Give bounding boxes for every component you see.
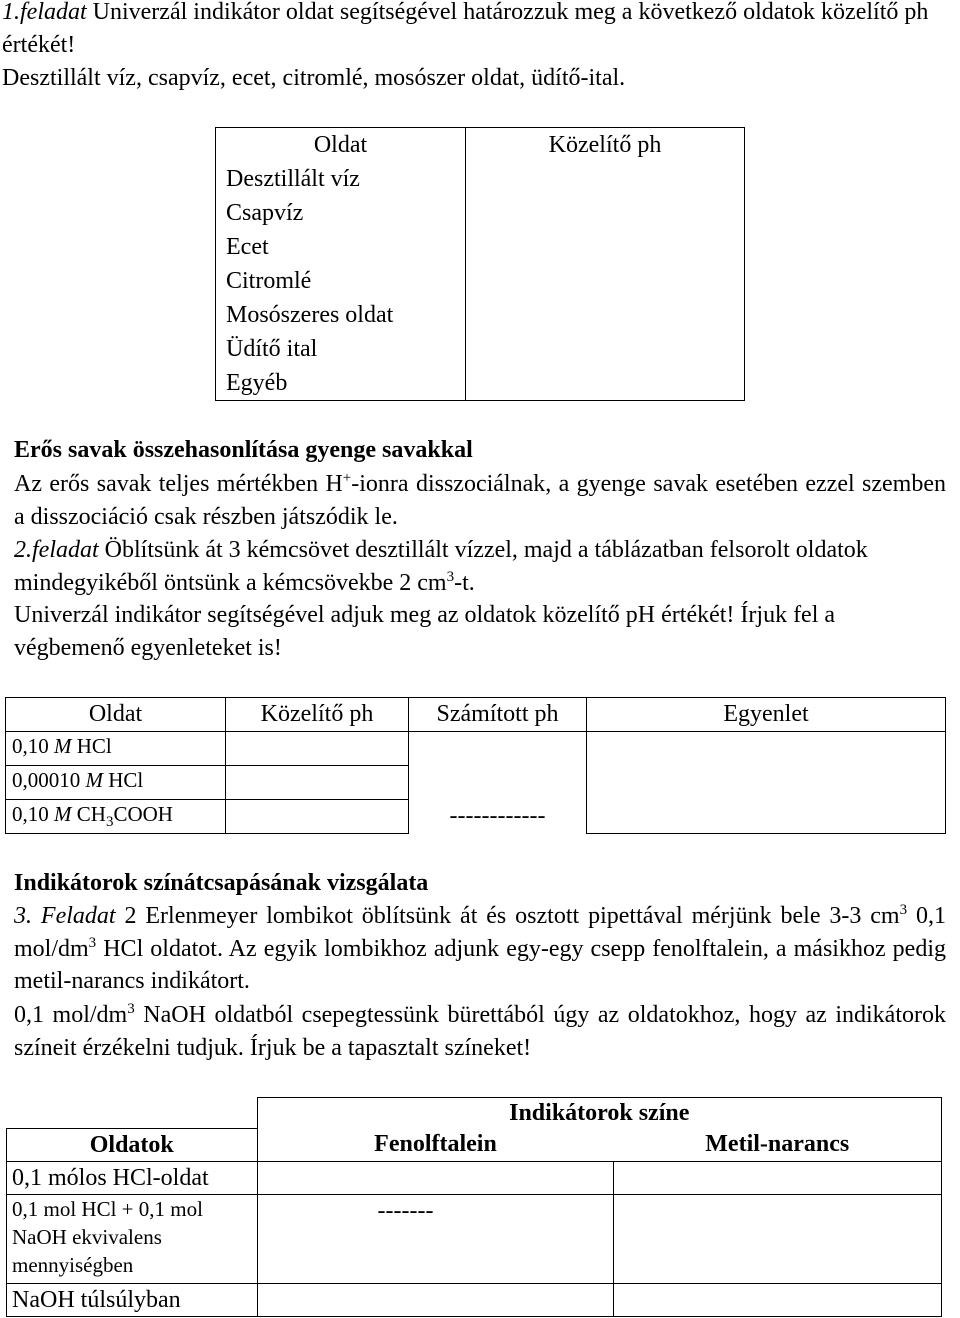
table-acid-ph (5, 697, 946, 834)
table-row (6, 732, 946, 766)
table-row (7, 1283, 942, 1316)
row-label: 0,10 M $CH_3COOH$ (6, 800, 226, 834)
solution-item: Desztillált víz (226, 166, 360, 192)
task3-label: 3. Feladat (14, 903, 116, 929)
group-header: Indikátorok színe (257, 1098, 942, 1129)
header-fenolftalein: Fenolftalein (257, 1128, 614, 1161)
empty-corner (7, 1098, 258, 1129)
section-title-indicators: Indikátorok színátcsapásának vizsgálata (14, 870, 429, 896)
task2-number: 2. (14, 537, 32, 563)
cell-metil-narancs[interactable] (614, 1161, 942, 1194)
task1-label: feladat (20, 0, 87, 25)
row-label: 0,10 M HCl (6, 732, 226, 766)
solution-item: Csapvíz (226, 200, 304, 226)
task3-paragraph2: 0,1 mol/$dm^3$ NaOH oldatból csepegtessünk bürettából úgy az oldatokhoz, hogy az indikátorok színeit érzékelni tudjuk. Írjuk be a tapasztalt színeket! (14, 1001, 946, 1061)
header-oldat: Oldat (6, 698, 226, 732)
task2-label: feladat (32, 537, 99, 563)
cell-equation[interactable] (587, 732, 946, 834)
cell-fenolftalein[interactable] (257, 1161, 614, 1194)
section1-text: Az erős savak teljes mértékben H+-ionra disszociálnak, a gyenge savak esetében ezzel szemben a disszociáció csak részben játszódik le. (14, 470, 946, 530)
ph-header: Közelítő ph (548, 132, 662, 158)
task3-paragraph1: 3. Feladat 2 Erlenmeyer lombikot öblítsünk át és osztott pipettával mérjünk bele 3-3 $cm^3$ 0,1 mol/$dm^3$ HCl oldatot. Az egyik lombikhoz adjunk egy-egy csepp fenolftalein, a másikhoz pedig metil-narancs indikátort. (14, 902, 946, 995)
task1-text: Univerzál indikátor oldat segítségével határozzuk meg a következő oldatok közelítő ph értékét! (2, 0, 929, 58)
solution-header: Oldat (313, 132, 368, 158)
cell-calc-ph[interactable] (409, 732, 587, 800)
table-solutions-ph (215, 127, 745, 401)
dashes: ------- (377, 1197, 434, 1224)
task1-number: 1. (2, 0, 20, 25)
task1-paragraph (2, 0, 948, 61)
task2-paragraph: 2.feladat Öblítsünk át 3 kémcsövet desztillált vízzel, majd a táblázatban felsorolt oldatok mindegyikéből öntsünk a kémcsövekbe 2 $cm^3-t$. (14, 537, 868, 596)
header-metil-narancs: Metil-narancs (614, 1128, 942, 1161)
solution-column (216, 128, 466, 401)
cell-approx-ph[interactable] (226, 766, 409, 800)
header-egyenlet: Egyenlet (587, 698, 946, 732)
solution-item: Ecet (226, 234, 269, 260)
cell-metil-narancs[interactable] (614, 1283, 942, 1316)
cell-fenolftalein[interactable] (257, 1283, 614, 1316)
header-szamitott-ph: Számított ph (409, 698, 587, 732)
section-title-strong-weak-acids: Erős savak összehasonlítása gyenge savakkal (14, 437, 473, 463)
cell-approx-ph[interactable] (226, 800, 409, 834)
row-label: 0,1 mólos HCl-oldat (7, 1161, 258, 1194)
row-label: NaOH túlsúlyban (7, 1283, 258, 1316)
table-row (7, 1161, 942, 1194)
solution-item: Citromlé (226, 268, 312, 294)
row-label: 0,00010 M HCl (6, 766, 226, 800)
table-row (7, 1194, 942, 1283)
cell-metil-narancs[interactable] (614, 1194, 942, 1283)
header-oldatok: Oldatok (7, 1128, 258, 1161)
solution-item: Egyéb (226, 370, 288, 396)
header-kozelito-ph: Közelítő ph (226, 698, 409, 732)
solution-item: Üdítő ital (226, 336, 318, 362)
cell-approx-ph[interactable] (226, 732, 409, 766)
cell-calc-ph-dashes: ------------ (409, 800, 587, 834)
cell-fenolftalein[interactable] (257, 1194, 614, 1283)
table-indicator-colors (6, 1097, 942, 1317)
ph-column[interactable] (466, 128, 745, 401)
task1-list: Desztillált víz, csapvíz, ecet, citromlé, mosószer oldat, üdítő-ital. (2, 65, 626, 91)
task2-instruction: Univerzál indikátor segítségével adjuk meg az oldatok közelítő pH értékét! Írjuk fel a végbemenő egyenleteket is! (14, 602, 836, 661)
row-label: 0,1 mol HCl + 0,1 mol NaOH ekvivalens mennyiségben (7, 1194, 258, 1283)
solution-item: Mosószeres oldat (226, 302, 394, 328)
